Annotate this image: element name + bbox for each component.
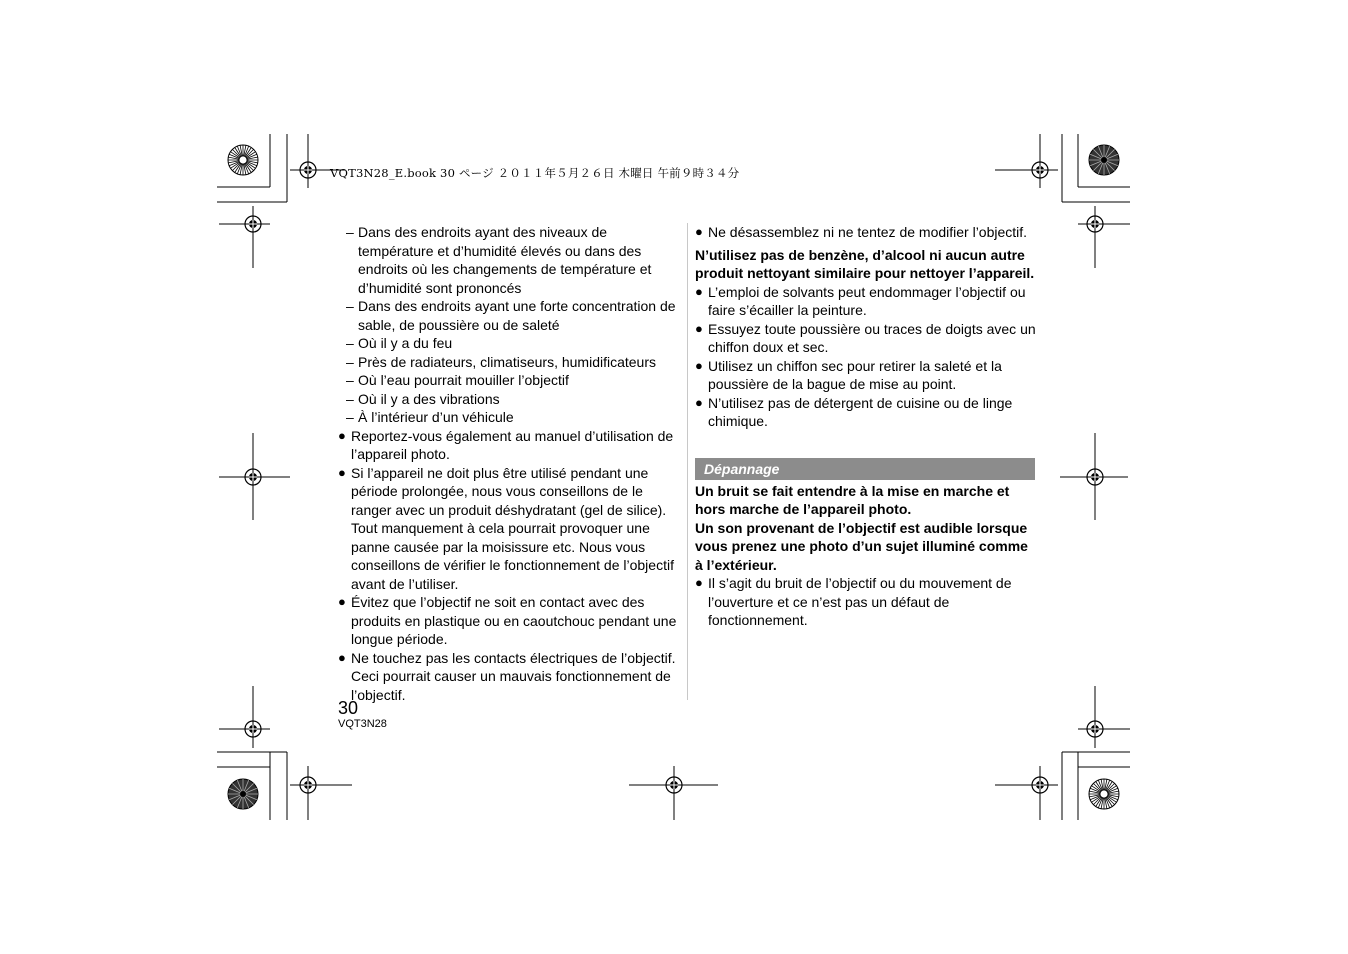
list-item: ● Utilisez un chiffon sec pour retirer la saleté et la poussière de la bague de mise au point. <box>695 357 1002 392</box>
dash-icon: – <box>346 390 354 407</box>
list-item: – Où l’eau pourrait mouiller l’objectif <box>346 372 569 388</box>
list-item: – Où il y a du feu <box>346 335 453 351</box>
dash-icon: – <box>346 409 354 425</box>
bullet-icon: ● <box>695 394 703 410</box>
list-item: ● Il s’agit du bruit de l’objectif ou du mouvement de l’ouverture et ce n’est pas un défaut de fonctionnement. <box>695 575 1012 628</box>
bullet-icon: ● <box>338 427 346 443</box>
list-item: – À l’intérieur d’un véhicule <box>346 409 514 425</box>
list-item: ● N’utilisez pas de détergent de cuisine ou de linge chimique. <box>695 394 1013 429</box>
right-column <box>695 223 1037 630</box>
bullet-icon: ● <box>695 575 703 590</box>
list-item: ● L’emploi de solvants peut endommager l’objectif ou faire s’écailler la peinture. <box>695 283 1026 318</box>
dash-icon: – <box>346 298 354 314</box>
list-item: ● Essuyez toute poussière ou traces de doigts avec un chiffon doux et sec. <box>695 320 1036 355</box>
bullet-icon: ● <box>695 224 703 239</box>
list-item: – Près de radiateurs, climatiseurs, humidificateurs <box>346 353 657 370</box>
bullet-icon: ● <box>338 594 346 609</box>
list-item: ● Reportez-vous également au manuel d’utilisation de l’appareil photo. <box>338 427 674 462</box>
column-divider <box>687 223 688 700</box>
bullet-icon: ● <box>695 283 703 299</box>
bullet-icon: ● <box>338 464 346 480</box>
model-code: VQT3N28 <box>338 718 387 730</box>
problem-statement: Un son provenant de l’objectif est audible lorsque vous prenez une photo d’un sujet illuminé comme à l’extérieur. <box>695 519 1028 573</box>
list-item: ● Ne désassemblez ni ne tentez de modifier l’objectif. <box>695 224 1028 240</box>
bullet-icon: ● <box>338 649 346 665</box>
list-item: – Dans des endroits ayant des niveaux de température et d’humidité élevés ou dans des endroits où les changements de température et d’humidité sont prononcés <box>346 224 652 296</box>
dash-icon: – <box>346 224 354 240</box>
bullet-icon: ● <box>695 320 703 336</box>
list-item: ● Ne touchez pas les contacts électriques de l’objectif. Ceci pourrait causer un mauvais fonctionnement de l’objectif. <box>338 649 676 703</box>
cleaning-warning: N’utilisez pas de benzène, d’alcool ni aucun autre produit nettoyant similaire pour nettoyer l’appareil. <box>695 246 1035 281</box>
dash-icon: – <box>346 372 354 388</box>
dash-icon: – <box>346 335 354 351</box>
bullet-icon: ● <box>695 357 703 373</box>
list-item: ● Si l’appareil ne doit plus être utilisé pendant une période prolongée, nous vous conseillons de le ranger avec un produit déshydratant (gel de silice). Tout manquement à cela pourrait provoquer une panne causée par la moisissure etc. Nous vous conseillons de vérifier le fonctionnement de l’objectif avant de l’utiliser. <box>338 464 674 592</box>
dash-icon: – <box>346 353 354 370</box>
section-heading-troubleshooting: Dépannage <box>695 458 1035 480</box>
page-number: 30 <box>338 698 359 718</box>
list-item: – Dans des endroits ayant une forte concentration de sable, de poussière ou de saleté <box>346 298 676 333</box>
problem-statement: Un bruit se fait entendre à la mise en marche et hors marche de l’appareil photo. <box>695 482 1010 517</box>
print-header: VQT3N28_E.book 30 ページ ２０１１年５月２６日 木曜日 午前９時３４分 <box>330 166 740 180</box>
list-item: – Où il y a des vibrations <box>346 390 500 407</box>
left-column <box>338 223 680 704</box>
list-item: ● Évitez que l’objectif ne soit en contact avec des produits en plastique ou en caoutchouc pendant une longue période. <box>338 594 677 647</box>
